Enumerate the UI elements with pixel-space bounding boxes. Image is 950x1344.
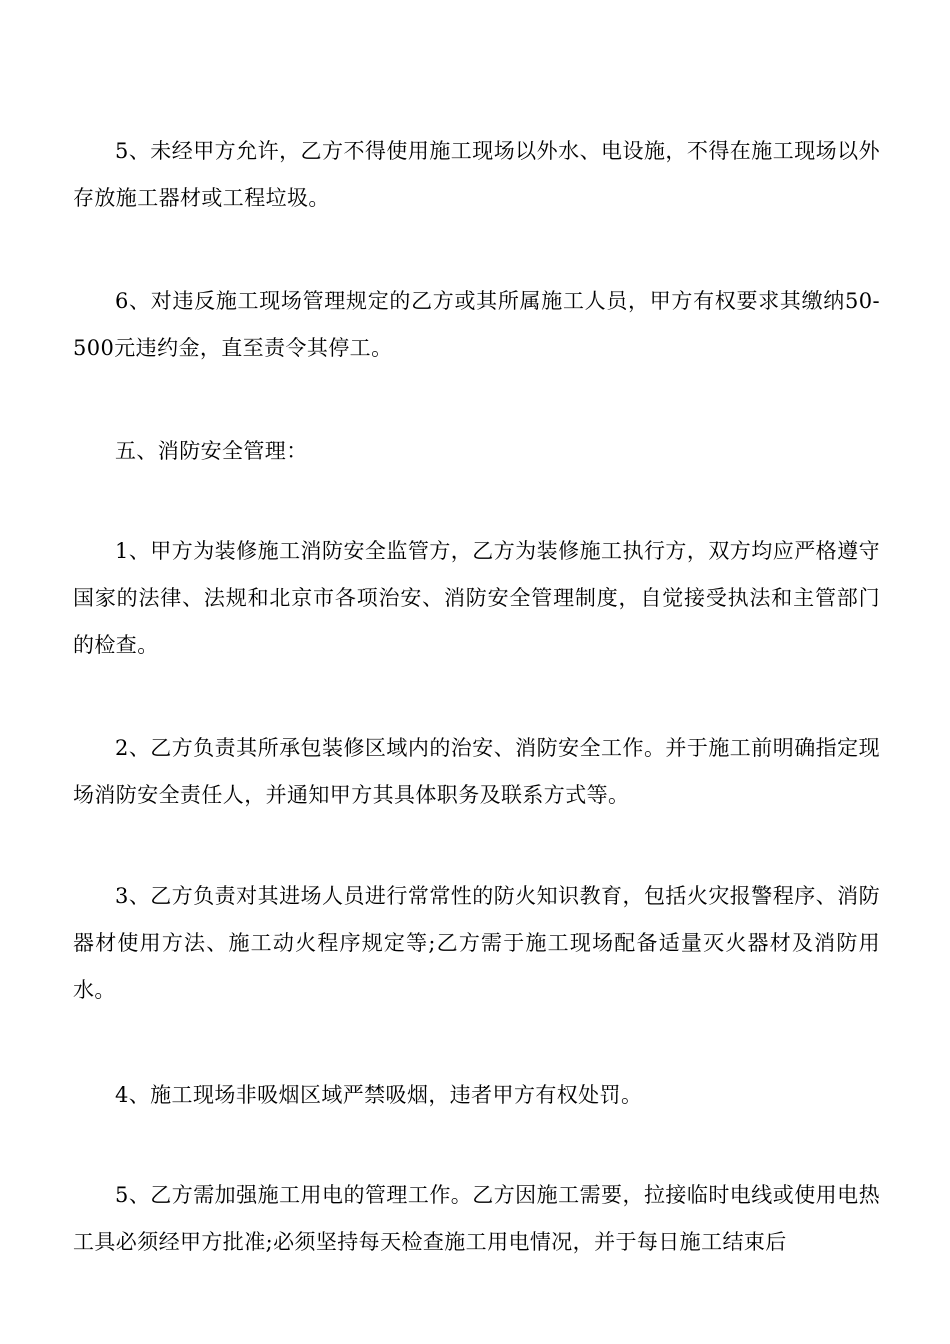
- paragraph-fire-education: 3、乙方负责对其进场人员进行常常性的防火知识教育，包括火灾报警程序、消防器材使用方法、施工动火程序规定等;乙方需于施工现场配备适量灭火器材及消防用水。: [73, 884, 880, 1002]
- paragraph-no-smoking: 4、施工现场非吸烟区域严禁吸烟，违者甲方有权处罚。: [115, 1083, 643, 1107]
- paragraph-security-responsibility: 2、乙方负责其所承包装修区域内的治安、消防安全工作。并于施工前明确指定现场消防安全责任人，并通知甲方其具体职务及联系方式等。: [73, 736, 880, 807]
- paragraph-electricity-management: 5、乙方需加强施工用电的管理工作。乙方因施工需要，拉接临时电线或使用电热工具必须经甲方批准;必须坚持每天检查施工用电情况，并于每日施工结束后: [73, 1183, 880, 1254]
- paragraph-site-utilities-rule: 5、未经甲方允许，乙方不得使用施工现场以外水、电设施，不得在施工现场以外存放施工器材或工程垃圾。: [73, 139, 880, 210]
- section-heading-fire-safety: 五、消防安全管理：: [115, 439, 308, 463]
- paragraph-penalty-rule: 6、对违反施工现场管理规定的乙方或其所属施工人员，甲方有权要求其缴纳50-500元违约金，直至责令其停工。: [73, 289, 880, 360]
- paragraph-fire-safety-roles: 1、甲方为装修施工消防安全监管方，乙方为装修施工执行方，双方均应严格遵守国家的法律、法规和北京市各项治安、消防安全管理制度，自觉接受执法和主管部门的检查。: [73, 539, 880, 657]
